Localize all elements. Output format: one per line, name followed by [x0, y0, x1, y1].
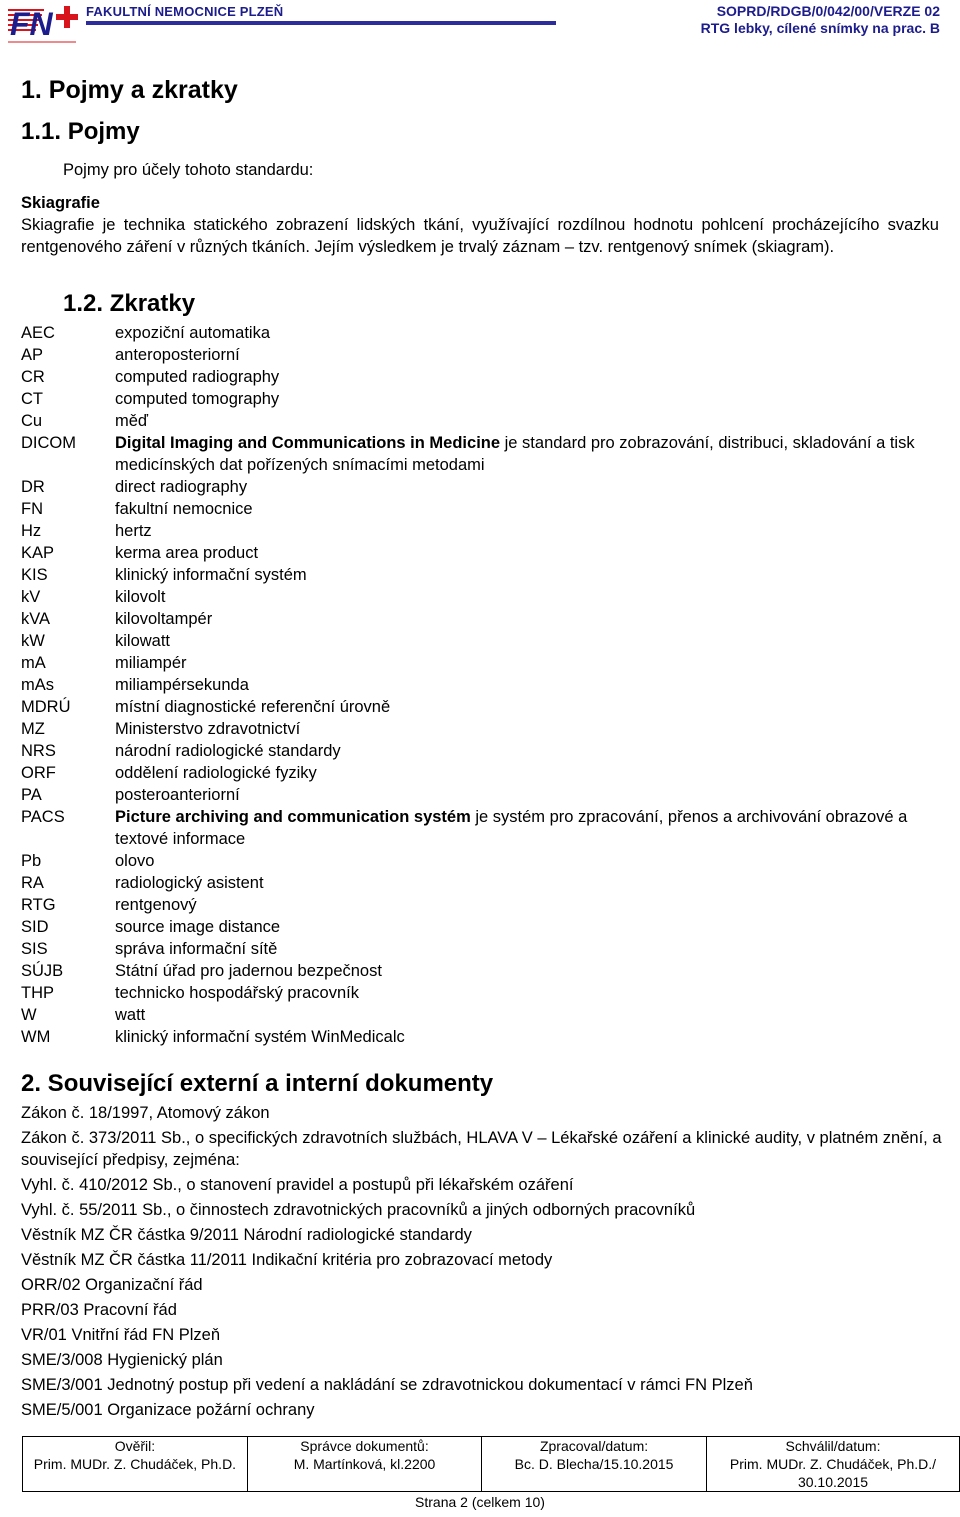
abbreviation-row	[21, 322, 941, 344]
approval-label: Správce dokumentů:	[300, 1438, 429, 1454]
related-document-item: Věstník MZ ČR částka 9/2011 Národní radiologické standardy	[21, 1226, 472, 1244]
abbreviation-description: direct radiography	[115, 478, 248, 496]
abbreviation-description: správa informační sítě	[115, 940, 278, 958]
abbreviation-row	[21, 542, 941, 564]
abbreviation-row	[21, 498, 941, 520]
abbreviation-meaning	[115, 894, 941, 916]
abbreviation-meaning	[115, 872, 941, 894]
abbreviation-row	[21, 476, 941, 498]
abbreviation-row	[21, 630, 941, 652]
fn-logo-icon	[6, 2, 78, 46]
approval-label: Zpracoval/datum:	[539, 1438, 649, 1454]
abbreviation-row	[21, 432, 941, 476]
abbreviation-description: klinický informační systém WinMedicalc	[115, 1028, 405, 1046]
approval-label: Schválil/datum:	[785, 1438, 881, 1454]
approval-value: Prim. MUDr. Z. Chudáček, Ph.D.	[33, 1456, 237, 1472]
abbreviation-description: oddělení radiologické fyziky	[115, 764, 317, 782]
abbreviation-key: mA	[21, 654, 46, 672]
related-document-item: Zákon č. 18/1997, Atomový zákon	[21, 1104, 270, 1122]
abbreviation-description: expoziční automatika	[115, 324, 271, 342]
approval-label: Ověřil:	[114, 1438, 156, 1454]
abbreviation-key: RTG	[21, 896, 56, 914]
abbreviation-row	[21, 564, 941, 586]
abbreviation-key: W	[21, 1006, 37, 1024]
approval-value: Prim. MUDr. Z. Chudáček, Ph.D./ 30.10.2015	[729, 1456, 937, 1490]
abbreviation-key: MZ	[21, 720, 45, 738]
abbreviation-key: THP	[21, 984, 54, 1002]
abbreviation-meaning	[115, 740, 941, 762]
abbreviation-meaning	[115, 1026, 941, 1048]
abbreviation-meaning	[115, 322, 941, 344]
abbreviation-meaning	[115, 520, 941, 542]
subsection-title-zkratky: 1.2. Zkratky	[63, 290, 196, 317]
abbreviation-key: kW	[21, 632, 45, 650]
abbreviation-description: národní radiologické standardy	[115, 742, 341, 760]
abbreviation-row	[21, 916, 941, 938]
abbreviation-meaning	[115, 960, 941, 982]
related-document-item: SME/3/001 Jednotný postup při vedení a nakládání se zdravotnickou dokumentací v rámci FN Plzeň	[21, 1376, 753, 1394]
abbreviation-key: mAs	[21, 676, 54, 694]
abbreviation-description: kilovoltampér	[115, 610, 213, 628]
pojmy-intro: Pojmy pro účely tohoto standardu:	[63, 161, 314, 179]
abbreviation-list	[21, 322, 941, 1048]
term-title: Skiagrafie	[21, 194, 100, 212]
header-divider	[86, 21, 556, 25]
related-document-item: Zákon č. 373/2011 Sb., o specifických zdravotních službách, HLAVA V – Lékařské ozáření a klinické audity, v platném znění, a související předpisy, zejména:	[21, 1129, 942, 1169]
abbreviation-description: Ministerstvo zdravotnictví	[115, 720, 301, 738]
abbreviation-meaning	[115, 564, 941, 586]
abbreviation-row	[21, 740, 941, 762]
abbreviation-description: fakultní nemocnice	[115, 500, 253, 518]
abbreviation-row	[21, 674, 941, 696]
abbreviation-key: kV	[21, 588, 41, 606]
approval-table	[22, 1436, 960, 1492]
abbreviation-row	[21, 938, 941, 960]
abbreviation-row	[21, 960, 941, 982]
document-subtitle: RTG lebky, cílené snímky na prac. B	[700, 20, 940, 36]
abbreviation-row	[21, 410, 941, 432]
abbreviation-key: SID	[21, 918, 49, 936]
abbreviation-description: olovo	[115, 852, 155, 870]
abbreviation-row	[21, 520, 941, 542]
abbreviation-meaning	[115, 630, 941, 652]
section-title-1: 1. Pojmy a zkratky	[21, 76, 238, 104]
abbreviation-description: kerma area product	[115, 544, 259, 562]
approval-value: Bc. D. Blecha/15.10.2015	[514, 1456, 674, 1472]
approval-value: M. Martínková, kl.2200	[293, 1456, 436, 1472]
abbreviation-key: MDRÚ	[21, 698, 71, 716]
abbreviation-meaning	[115, 850, 941, 872]
abbreviation-meaning	[115, 366, 941, 388]
abbreviation-row	[21, 696, 941, 718]
abbreviation-meaning	[115, 982, 941, 1004]
abbreviation-meaning	[115, 696, 941, 718]
abbreviation-key: RA	[21, 874, 44, 892]
abbreviation-row	[21, 1004, 941, 1026]
abbreviation-meaning	[115, 718, 941, 740]
abbreviation-meaning	[115, 476, 941, 498]
abbreviation-key: ORF	[21, 764, 56, 782]
abbreviation-key: KIS	[21, 566, 48, 584]
abbreviation-meaning	[115, 784, 941, 806]
abbreviation-meaning	[115, 498, 941, 520]
abbreviation-row	[21, 388, 941, 410]
abbreviation-description: computed tomography	[115, 390, 280, 408]
abbreviation-expansion: Digital Imaging and Communications in Medicine	[115, 434, 501, 452]
abbreviation-description: source image distance	[115, 918, 281, 936]
abbreviation-row	[21, 608, 941, 630]
abbreviation-key: NRS	[21, 742, 56, 760]
abbreviation-meaning	[115, 586, 941, 608]
abbreviation-key: Cu	[21, 412, 43, 430]
abbreviation-key: kVA	[21, 610, 51, 628]
related-document-item: VR/01 Vnitřní řád FN Plzeň	[21, 1326, 220, 1344]
approval-cell-verified	[23, 1437, 248, 1492]
abbreviation-row	[21, 894, 941, 916]
abbreviation-row	[21, 784, 941, 806]
abbreviation-key: Pb	[21, 852, 42, 870]
abbreviation-description: je systém pro zpracování, přenos a archivování obrazové a textové informace	[115, 808, 908, 848]
page-header	[0, 0, 960, 52]
abbreviation-key: SIS	[21, 940, 48, 958]
abbreviation-key: PACS	[21, 808, 65, 826]
abbreviation-description: místní diagnostické referenční úrovně	[115, 698, 391, 716]
abbreviation-description: kilowatt	[115, 632, 171, 650]
abbreviation-description: Státní úřad pro jadernou bezpečnost	[115, 962, 382, 980]
abbreviation-key: SÚJB	[21, 962, 64, 980]
abbreviation-meaning	[115, 762, 941, 784]
related-document-item: Věstník MZ ČR částka 11/2011 Indikační kritéria pro zobrazovací metody	[21, 1251, 553, 1269]
related-document-item: Vyhl. č. 55/2011 Sb., o činnostech zdravotnických pracovníků a jiných odborných pracovníků	[21, 1201, 696, 1219]
abbreviation-description: computed radiography	[115, 368, 280, 386]
abbreviation-row	[21, 872, 941, 894]
abbreviation-key: DR	[21, 478, 45, 496]
abbreviation-meaning	[115, 938, 941, 960]
abbreviation-key: CR	[21, 368, 45, 386]
abbreviation-row	[21, 762, 941, 784]
abbreviation-description: miliampér	[115, 654, 187, 672]
related-document-item: ORR/02 Organizační řád	[21, 1276, 203, 1294]
svg-text:FN: FN	[10, 6, 53, 42]
abbreviation-meaning	[115, 344, 941, 366]
abbreviation-key: WM	[21, 1028, 51, 1046]
abbreviation-description: kilovolt	[115, 588, 166, 606]
abbreviation-key: KAP	[21, 544, 55, 562]
related-document-item: PRR/03 Pracovní řád	[21, 1301, 177, 1319]
abbreviation-meaning	[115, 916, 941, 938]
approval-cell-doc-manager	[247, 1437, 481, 1492]
section-title-2: 2. Související externí a interní dokumenty	[21, 1070, 494, 1097]
abbreviation-key: AP	[21, 346, 44, 364]
abbreviation-key: Hz	[21, 522, 42, 540]
abbreviation-expansion: Picture archiving and communication systém	[115, 808, 471, 826]
abbreviation-row	[21, 1026, 941, 1048]
abbreviation-key: CT	[21, 390, 43, 408]
abbreviation-meaning	[115, 674, 941, 696]
abbreviation-row	[21, 366, 941, 388]
related-document-item: SME/5/001 Organizace požární ochrany	[21, 1401, 315, 1419]
abbreviation-description: watt	[115, 1006, 146, 1024]
abbreviation-row	[21, 850, 941, 872]
abbreviation-description: radiologický asistent	[115, 874, 264, 892]
abbreviation-meaning	[115, 652, 941, 674]
abbreviation-row	[21, 586, 941, 608]
abbreviation-row	[21, 806, 941, 850]
abbreviation-description: posteroanteriorní	[115, 786, 240, 804]
abbreviation-key: DICOM	[21, 434, 76, 452]
hospital-name: FAKULTNÍ NEMOCNICE PLZEŇ	[86, 4, 284, 19]
page-number: Strana 2 (celkem 10)	[415, 1494, 545, 1510]
abbreviation-meaning	[115, 432, 941, 476]
abbreviation-row	[21, 718, 941, 740]
abbreviation-description: anteroposteriorní	[115, 346, 240, 364]
related-documents-list	[21, 1102, 943, 1424]
abbreviation-meaning	[115, 1004, 941, 1026]
related-document-item: Vyhl. č. 410/2012 Sb., o stanovení pravidel a postupů při lékařském ozáření	[21, 1176, 574, 1194]
abbreviation-meaning	[115, 410, 941, 432]
abbreviation-key: AEC	[21, 324, 55, 342]
abbreviation-meaning	[115, 806, 941, 850]
abbreviation-meaning	[115, 608, 941, 630]
abbreviation-description: hertz	[115, 522, 152, 540]
abbreviation-description: klinický informační systém	[115, 566, 307, 584]
abbreviation-key: PA	[21, 786, 42, 804]
subsection-title-pojmy: 1.1. Pojmy	[21, 118, 140, 145]
abbreviation-description: miliampérsekunda	[115, 676, 249, 694]
abbreviation-description: měď	[115, 412, 149, 430]
related-document-item: SME/3/008 Hygienický plán	[21, 1351, 223, 1369]
abbreviation-row	[21, 982, 941, 1004]
abbreviation-description: technicko hospodářský pracovník	[115, 984, 359, 1002]
abbreviation-description: je standard pro zobrazování, distribuci, skladování a tisk medicínských dat pořízených snímacími metodami	[115, 434, 915, 474]
document-code: SOPRD/RDGB/0/042/00/VERZE 02	[716, 3, 940, 19]
abbreviation-key: FN	[21, 500, 43, 518]
term-definition: Skiagrafie je technika statického zobrazení lidských tkání, využívající rozdílnou hodnotu pohlcení procházejícího svazku rentgenového záření v různých tkáních. Jejím výsledkem je trvalý záznam – tzv. rentgenový snímek (skiagram).	[21, 216, 939, 256]
abbreviation-row	[21, 344, 941, 366]
abbreviation-description: rentgenový	[115, 896, 197, 914]
abbreviation-meaning	[115, 542, 941, 564]
abbreviation-row	[21, 652, 941, 674]
abbreviation-meaning	[115, 388, 941, 410]
approval-cell-approved	[707, 1437, 960, 1492]
approval-cell-prepared	[482, 1437, 707, 1492]
